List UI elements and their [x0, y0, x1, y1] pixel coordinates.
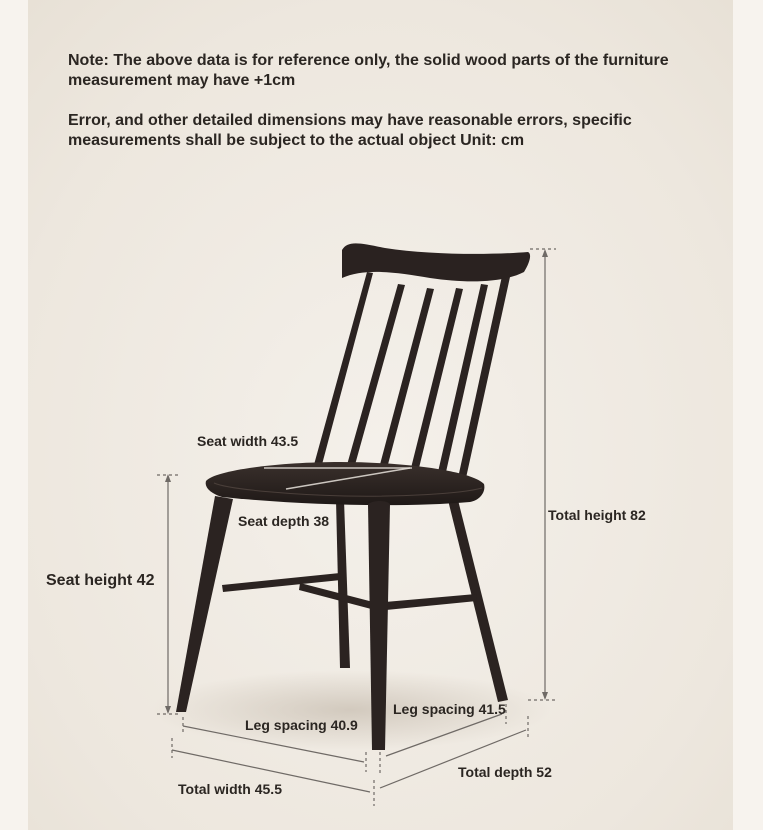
spindle-4	[410, 288, 463, 472]
note-line-1: Note: The above data is for reference only, the solid wood parts of the furniture	[68, 52, 669, 69]
spindle-3	[378, 288, 434, 472]
spindle-1	[312, 272, 373, 472]
back-left-leg	[336, 500, 350, 668]
seat-depth-label: Seat depth 38	[238, 513, 330, 529]
seat-height-dimension	[157, 475, 180, 714]
seat-height-label: Seat height 42	[46, 572, 155, 589]
spindle-2	[345, 284, 405, 472]
total-height-dimension	[528, 249, 556, 700]
stretcher-center	[299, 583, 377, 610]
seat-width-label: Seat width 43.5	[197, 433, 299, 449]
leg-spacing-front-label: Leg spacing 40.9	[245, 717, 358, 733]
leg-spacing-side-label: Leg spacing 41.5	[393, 701, 506, 717]
stretcher-right	[385, 594, 477, 610]
total-height-label: Total height 82	[548, 507, 646, 523]
note-line-2: measurement may have +1cm	[68, 72, 296, 89]
note-line-4: measurements shall be subject to the actual object Unit: cm	[68, 132, 525, 149]
total-depth-label: Total depth 52	[458, 764, 552, 780]
total-width-label: Total width 45.5	[178, 781, 282, 797]
note-line-3: Error, and other detailed dimensions may have reasonable errors, specific	[68, 112, 632, 129]
